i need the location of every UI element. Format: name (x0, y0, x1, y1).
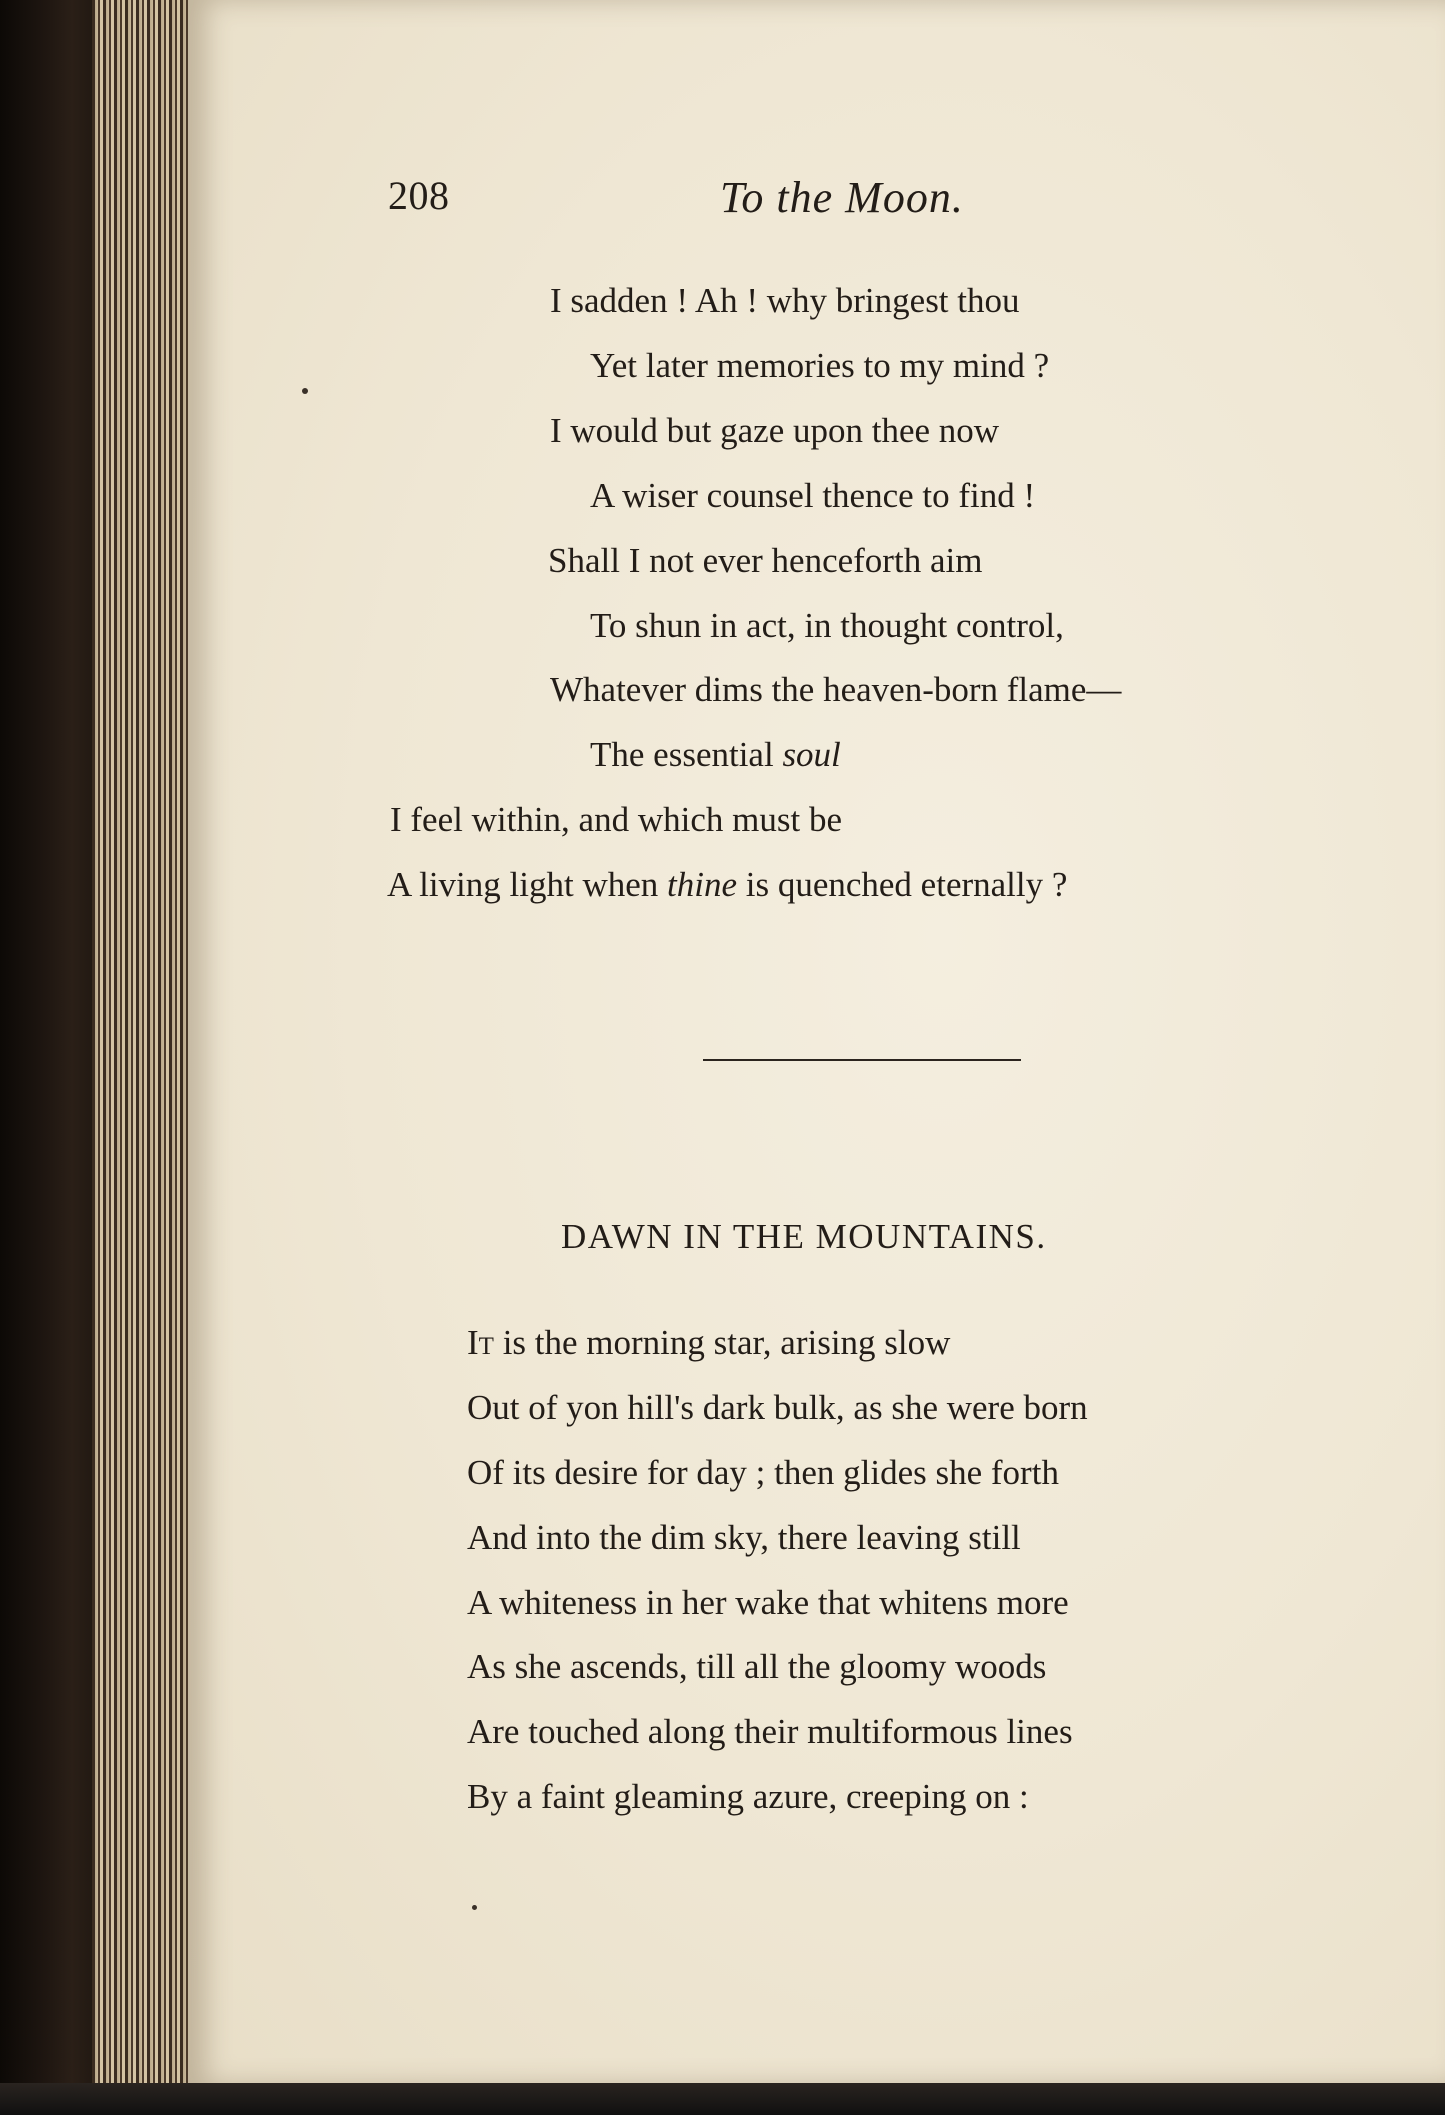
poem1-italic-soul: soul (782, 735, 841, 774)
scan-bottom-edge (0, 2083, 1445, 2115)
page-number: 208 (388, 173, 450, 218)
poem1-line-8-text: The essential (590, 735, 783, 774)
poem2-line-3: Of its desire for day ; then glides she forth (467, 1453, 1059, 1492)
poem1-line-5: Shall I not ever henceforth aim (548, 541, 983, 580)
poem2-line-5: A whiteness in her wake that whitens more (467, 1583, 1069, 1622)
running-title: To the Moon. (720, 173, 964, 222)
poem2-line-2: Out of yon hill's dark bulk, as she were born (467, 1388, 1088, 1427)
poem1-line-4: A wiser counsel thence to find ! (590, 476, 1036, 515)
poem1-line-2: Yet later memories to my mind ? (590, 346, 1050, 385)
poem1-line-10 (387, 867, 1067, 902)
section-divider (703, 1059, 1021, 1061)
poem2-line-8: By a faint gleaming azure, creeping on : (467, 1777, 1029, 1816)
poem2-line-4: And into the dim sky, there leaving still (467, 1518, 1021, 1557)
poem1-line-8 (590, 737, 841, 772)
poem2-line-1 (467, 1325, 950, 1360)
poem2-line-1-text: is the morning star, arising slow (493, 1323, 951, 1362)
poem1-line-10-start: A living light when (387, 865, 667, 904)
poem1-italic-thine: thine (667, 865, 737, 904)
poem2-title: DAWN IN THE MOUNTAINS. (561, 1217, 1047, 1256)
poem2-small-caps-it: It (467, 1323, 494, 1362)
poem1-line-9: I feel within, and which must be (390, 800, 842, 839)
poem2-line-7: Are touched along their multiformous lines (467, 1712, 1073, 1751)
poem2-line-6: As she ascends, till all the gloomy woods (467, 1647, 1047, 1686)
ink-speck (472, 1905, 477, 1910)
ink-speck (302, 388, 308, 394)
poem1-line-6: To shun in act, in thought control, (590, 606, 1064, 645)
poem1-line-10-end: is quenched eternally ? (736, 865, 1068, 904)
poem1-line-3: I would but gaze upon thee now (550, 411, 1000, 450)
poem1-line-7: Whatever dims the heaven-born flame— (550, 670, 1122, 709)
page-edges (92, 0, 192, 2085)
poem1-line-1: I sadden ! Ah ! why bringest thou (550, 281, 1020, 320)
